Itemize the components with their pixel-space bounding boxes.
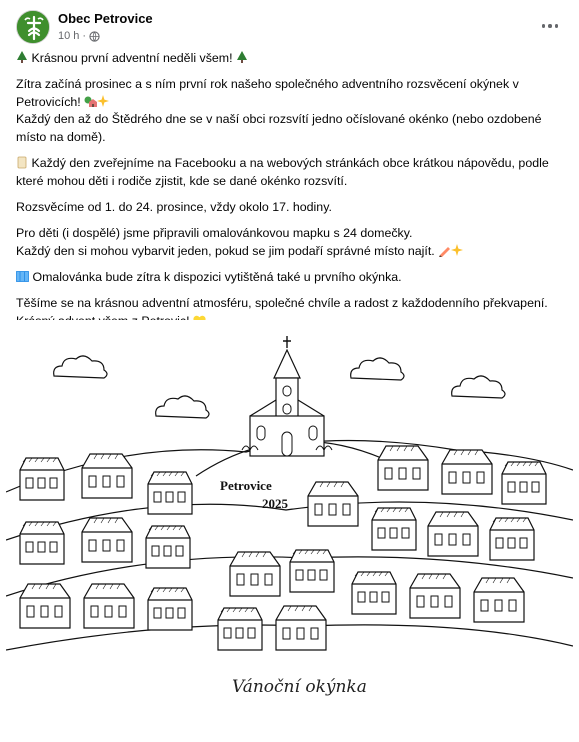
house-with-garden-icon (84, 95, 97, 108)
page-name-link[interactable]: Obec Petrovice (58, 11, 153, 26)
globe-icon (89, 31, 100, 42)
sparkles-icon (97, 95, 110, 108)
more-options-icon (542, 24, 546, 28)
year-label: 2025 (262, 496, 288, 511)
more-options-button[interactable] (539, 16, 561, 36)
house-drawing (378, 446, 428, 490)
house-drawing (490, 518, 534, 560)
intro-line-4: místo na domě). (16, 129, 106, 144)
house-drawing (20, 458, 64, 500)
house-drawing (308, 482, 358, 526)
schedule-text: Rozsvěcíme od 1. do 24. prosince, vždy okolo 17. hodiny. (16, 199, 332, 214)
paragraph-schedule (16, 199, 564, 217)
house-drawing (20, 522, 64, 564)
house-drawing (290, 550, 334, 592)
paragraph-greeting (16, 50, 564, 68)
house-drawing (218, 608, 262, 650)
more-dot (555, 24, 559, 28)
intro-line-1: Zítra začíná prosinec a s ním první rok našeho společného adventního rozsvěcení okýnek v (16, 77, 519, 92)
intro-line-2: Petrovicích! (16, 94, 81, 109)
post-message (16, 50, 564, 339)
caption-title: Vánoční okýnka (232, 677, 367, 697)
house-drawing (372, 508, 416, 550)
meta-separator: · (82, 30, 87, 42)
scroll-icon (16, 156, 28, 169)
coloring-line-2: Každý den si mohou vybarvit jeden, pokud se jim podaří správné místo najít. (16, 243, 435, 258)
house-drawing (148, 588, 192, 630)
village-crest-logo-icon (17, 11, 50, 44)
house-drawing (428, 512, 478, 556)
house-drawing (84, 584, 134, 628)
house-drawing (82, 454, 132, 498)
post-meta (58, 30, 100, 42)
sparkles-icon (451, 244, 464, 257)
post-timestamp[interactable]: 10 h (58, 30, 80, 42)
house-drawing (20, 584, 70, 628)
house-drawing (148, 472, 192, 514)
house-drawing (82, 518, 132, 562)
greeting-text: Krásnou první adventní neděli všem! (31, 51, 233, 65)
hints-line-1: Každý den zveřejníme na Facebooku a na webových stránkách obce krátkou nápovědu, podle (31, 156, 549, 171)
coloring-line-1: Pro děti (i dospělé) jsme připravili omalovánkovou mapku s 24 domečky. (16, 226, 413, 241)
post-header (0, 0, 579, 48)
cloud-shape (351, 358, 404, 380)
closing-line-1: Těšíme se na krásnou adventní atmosféru, společné chvíle a radost z každodenního překvapení. (16, 296, 548, 311)
post-image[interactable] (6, 320, 573, 712)
house-drawing (410, 574, 460, 618)
house-drawing (442, 450, 492, 494)
house-drawing (502, 462, 546, 504)
village-name-label: Petrovice (220, 478, 272, 493)
paragraph-coloring-map (16, 225, 564, 260)
pencil-icon (438, 244, 451, 257)
hints-line-2: které mohou děti i rodiče zjistit, kde se dané okénko rozsvítí. (16, 173, 348, 188)
map-icon (16, 270, 29, 283)
coloring-map-illustration (6, 320, 573, 712)
house-drawing (474, 578, 524, 622)
church-drawing (250, 336, 324, 456)
intro-line-3: Každý den až do Štědrého dne se v naší obci rozsvítí jedno očíslované okénko (nebo ozdobené (16, 112, 542, 127)
cloud-shape (452, 376, 505, 398)
paragraph-printed (16, 269, 564, 287)
house-drawing (276, 606, 326, 650)
more-dot (548, 24, 552, 28)
cloud-shape (156, 396, 209, 418)
paragraph-intro (16, 76, 564, 146)
cloud-shape (54, 356, 107, 378)
house-drawing (146, 526, 190, 568)
christmas-tree-icon (16, 51, 28, 64)
page-avatar[interactable] (16, 10, 50, 44)
printed-text: Omalovánka bude zítra k dispozici vytištěná také u prvního okýnka. (32, 269, 402, 284)
paragraph-hints (16, 155, 564, 190)
house-drawing (230, 552, 280, 596)
christmas-tree-icon (236, 51, 248, 64)
house-drawing (352, 572, 396, 614)
